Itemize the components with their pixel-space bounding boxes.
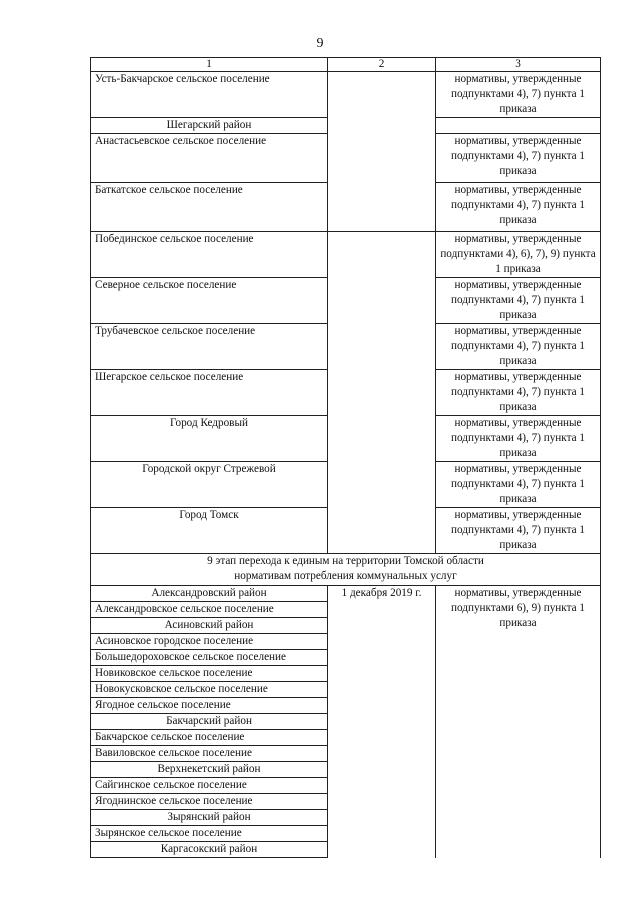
municipality-name: Шегарское сельское поселение <box>91 370 328 416</box>
date-cell <box>328 118 436 134</box>
municipality-name: Шегарский район <box>91 118 328 134</box>
stage-heading-line-1: 9 этап перехода к единым на территории Томской области <box>207 555 484 567</box>
municipality-name: Город Томск <box>91 508 328 554</box>
municipality-name: Новиковское сельское поселение <box>91 666 328 682</box>
date-cell <box>328 324 436 370</box>
municipality-name: Городской округ Стрежевой <box>91 462 328 508</box>
table-row <box>91 370 601 416</box>
table-row <box>91 586 601 602</box>
stage-heading-line-2: нормативам потребления коммунальных услуг <box>234 570 457 582</box>
norms-note: нормативы, утвержденные подпунктами 4), 7) пункта 1 приказа <box>436 72 601 118</box>
municipality-name: Асиновский район <box>91 618 328 634</box>
table-row <box>91 508 601 554</box>
municipality-name: Ягоднинское сельское поселение <box>91 794 328 810</box>
page-number: 9 <box>316 36 324 51</box>
norms-note: нормативы, утвержденные подпунктами 4), 7) пункта 1 приказа <box>436 508 601 554</box>
municipality-name: Бакчарский район <box>91 714 328 730</box>
table-row <box>91 118 601 134</box>
norms-note: нормативы, утвержденные подпунктами 4), 7) пункта 1 приказа <box>436 134 601 183</box>
municipality-name: Анастасьевское сельское поселение <box>91 134 328 183</box>
municipality-name: Новокусковское сельское поселение <box>91 682 328 698</box>
municipality-name: Трубачевское сельское поселение <box>91 324 328 370</box>
date-cell <box>328 72 436 118</box>
standards-table <box>90 57 601 858</box>
municipality-name: Баткатское сельское поселение <box>91 183 328 232</box>
municipality-name: Большедороховское сельское поселение <box>91 650 328 666</box>
municipality-name: Усть-Бакчарское сельское поселение <box>91 72 328 118</box>
date-cell <box>328 134 436 183</box>
table-row <box>91 416 601 462</box>
norms-note <box>436 118 601 134</box>
municipality-name: Город Кедровый <box>91 416 328 462</box>
municipality-name: Бакчарское сельское поселение <box>91 730 328 746</box>
municipality-name: Сайгинское сельское поселение <box>91 778 328 794</box>
effective-date: 1 декабря 2019 г. <box>328 586 436 858</box>
stage-heading-row <box>91 554 601 586</box>
municipality-name: Вавиловское сельское поселение <box>91 746 328 762</box>
date-cell <box>328 370 436 416</box>
municipality-name: Ягодное сельское поселение <box>91 698 328 714</box>
stage-heading <box>91 554 601 586</box>
municipality-name: Зырянское сельское поселение <box>91 826 328 842</box>
date-cell <box>328 508 436 554</box>
municipality-name: Александровское сельское поселение <box>91 602 328 618</box>
date-cell <box>328 462 436 508</box>
norms-note: нормативы, утвержденные подпунктами 4), 6), 7), 9) пункта 1 приказа <box>436 232 601 278</box>
municipality-name: Побединское сельское поселение <box>91 232 328 278</box>
norms-note: нормативы, утвержденные подпунктами 4), 7) пункта 1 приказа <box>436 278 601 324</box>
norms-note: нормативы, утвержденные подпунктами 4), 7) пункта 1 приказа <box>436 183 601 232</box>
table-row <box>91 72 601 118</box>
table-row <box>91 232 601 278</box>
norms-note: нормативы, утвержденные подпунктами 6), 9) пункта 1 приказа <box>436 586 601 858</box>
municipality-name: Зырянский район <box>91 810 328 826</box>
norms-note: нормативы, утвержденные подпунктами 4), 7) пункта 1 приказа <box>436 416 601 462</box>
norms-note: нормативы, утвержденные подпунктами 4), 7) пункта 1 приказа <box>436 462 601 508</box>
municipality-name: Каргасокский район <box>91 842 328 858</box>
column-header-3: 3 <box>436 58 601 72</box>
date-cell <box>328 278 436 324</box>
municipality-name: Александровский район <box>91 586 328 602</box>
date-cell <box>328 183 436 232</box>
municipality-name: Северное сельское поселение <box>91 278 328 324</box>
municipality-name: Асиновское городское поселение <box>91 634 328 650</box>
column-header-2: 2 <box>328 58 436 72</box>
table-row <box>91 462 601 508</box>
table-row <box>91 134 601 183</box>
municipality-name: Верхнекетский район <box>91 762 328 778</box>
table-header-row <box>91 58 601 72</box>
date-cell <box>328 416 436 462</box>
norms-note: нормативы, утвержденные подпунктами 4), 7) пункта 1 приказа <box>436 370 601 416</box>
table-row <box>91 278 601 324</box>
table-row <box>91 183 601 232</box>
norms-note: нормативы, утвержденные подпунктами 4), 7) пункта 1 приказа <box>436 324 601 370</box>
table-row <box>91 324 601 370</box>
date-cell <box>328 232 436 278</box>
column-header-1: 1 <box>91 58 328 72</box>
